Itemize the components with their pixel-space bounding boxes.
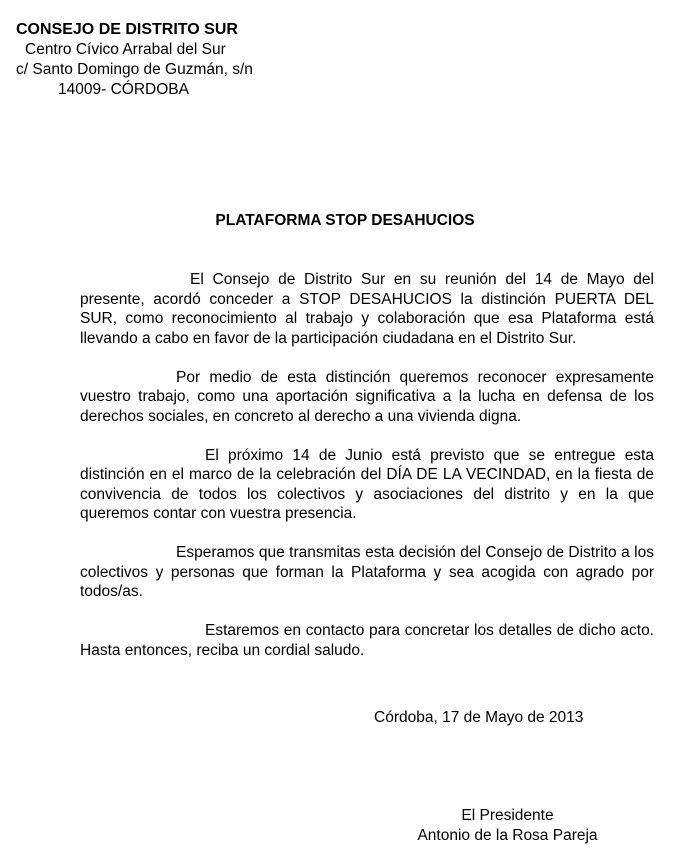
signatory-title: El Presidente [461, 807, 554, 824]
letter-body [80, 270, 654, 680]
signature-block [410, 806, 605, 846]
address-line-2: c/ Santo Domingo de Guzmán, s/n [16, 61, 253, 78]
organization-name: CONSEJO DE DISTRITO SUR [16, 21, 238, 38]
signatory-name: Antonio de la Rosa Pareja [417, 827, 598, 844]
paragraph-4: Esperamos que transmitas esta decisión del Consejo de Distrito a los colectivos y personas que forman la Plataforma y sea acogida con agrado por todos/as. [80, 544, 654, 600]
letter-subject: PLATAFORMA STOP DESAHUCIOS [215, 212, 475, 229]
address-line-3: 14009- CÓRDOBA [58, 81, 189, 98]
paragraph-3: El próximo 14 de Junio está previsto que se entregue esta distinción en el marco de la celebración del DÍA DE LA VECINDAD, en la fiesta de convivencia de todos los colectivos y asociaciones del distrito y en la que queremos contar con vuestra presencia. [80, 446, 654, 522]
address-line-1: Centro Cívico Arrabal del Sur [25, 41, 226, 58]
paragraph-1: El Consejo de Distrito Sur en su reunión del 14 de Mayo del presente, acordó conceder a STOP DESAHUCIOS la distinción PUERTA DEL SUR, como reconocimiento al trabajo y colaboración que esa Plataforma está llevando a cabo en favor de la participación ciudadana en el Distrito Sur. [80, 271, 654, 347]
paragraph-5: Estaremos en contacto para concretar los detalles de dicho acto. Hasta entonces, reciba un cordial saludo. [80, 622, 654, 659]
date-line: Córdoba, 17 de Mayo de 2013 [374, 709, 584, 726]
letterhead [16, 20, 253, 100]
paragraph-2: Por medio de esta distinción queremos reconocer expresamente vuestro trabajo, como una aportación significativa a la lucha en defensa de los derechos sociales, en concreto al derecho a una vivienda digna. [80, 368, 654, 425]
